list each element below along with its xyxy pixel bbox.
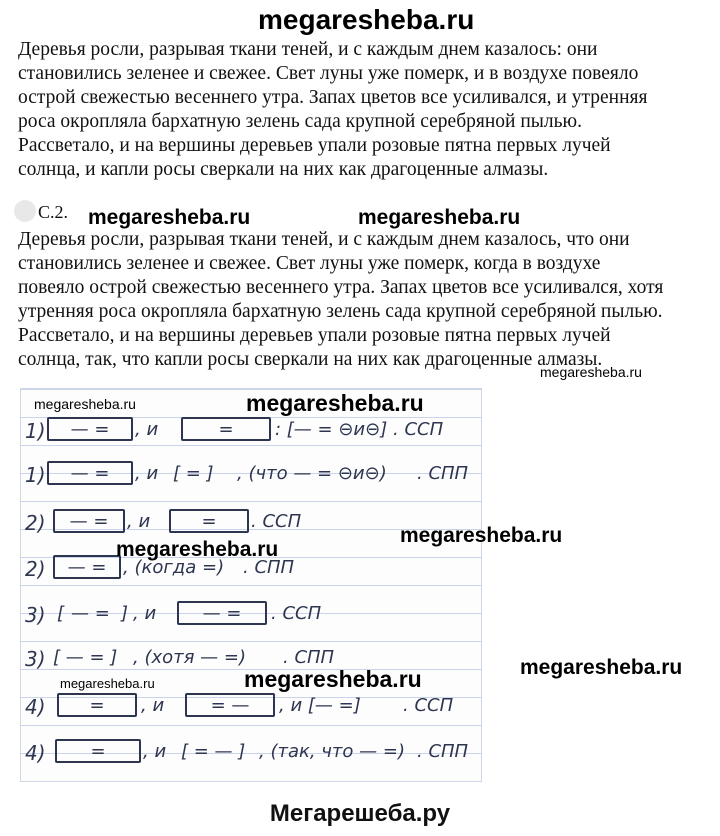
watermark-mid-b: megaresheba.ru [358,206,521,229]
scheme-extra: , (так, что — =) [259,741,405,762]
text-line: Рассветало, и на вершины деревьев упали розовые пятна первых лучей [18,325,611,346]
text-line: солнца, и капли росы сверкали на них как драгоценные алмазы. [18,159,549,180]
handwritten-schemes [20,388,482,782]
scheme-number: 2) [25,511,46,535]
clause-box: = — [185,693,275,717]
scheme-type: . СПП [417,463,469,484]
conjunction: , и [135,419,159,440]
clause-bracket: [ = — ] [181,741,246,762]
watermark-notebook-big-2: megaresheba.ru [244,666,422,692]
scheme-extra: , (когда =) [123,557,225,578]
scheme-row [21,457,481,497]
scheme-row [21,689,481,729]
watermark-notebook-small-2: megaresheba.ru [60,676,155,691]
scheme-number: 1) [25,463,46,487]
clause-bracket: [ [57,603,65,624]
scheme-type: . ССП [251,511,302,532]
scheme-number: 3) [25,603,46,627]
conjunction: , и [133,603,157,624]
watermark-notebook-big: megaresheba.ru [246,390,424,416]
text-block-rewritten [18,228,704,372]
text-line: Деревья росли, разрывая ткани теней, и с каждым днем казалось, что они [18,229,630,250]
watermark-right-1: megaresheba.ru [400,524,563,547]
scheme-type: . ССП [271,603,322,624]
conjunction: , и [143,741,167,762]
watermark-top: megaresheba.ru [258,4,475,35]
text-line: острой свежестью весеннего утра. Запах цветов все усиливался, и утренняя [18,87,648,108]
clause-bracket: ] [121,603,129,624]
text-block-original [18,38,704,182]
clause-box: = [181,417,271,441]
clause-box: — = [47,417,133,441]
clause-box: — = [177,601,267,625]
conjunction: , и [141,695,165,716]
section-label: С.2. [38,202,69,222]
scheme-type: . СПП [417,741,469,762]
clause-box: — = [53,555,121,579]
clause-box: = [169,509,249,533]
scheme-type: . ССП [403,695,454,716]
scheme-extra: , (что — = ⊖и⊖) [237,463,387,484]
watermark-right-2: megaresheba.ru [520,656,683,679]
watermark-notebook-small: megaresheba.ru [34,396,136,412]
scheme-type: . СПП [283,647,335,668]
scheme-number: 3) [25,647,46,671]
scheme-extra: : [— = ⊖и⊖] [275,419,388,440]
scheme-row [21,597,481,637]
watermark-notebook-mid: megaresheba.ru [116,538,279,561]
clause-bracket-content: — = [71,603,110,624]
clause-bracket: [ — = ] [53,647,118,668]
scheme-number: 4) [25,695,46,719]
scheme-number: 4) [25,741,46,765]
clause-box: = [57,693,137,717]
watermark-small-right: megaresheba.ru [540,364,642,380]
clause-box: = [55,739,141,763]
text-line: Рассветало, и на вершины деревьев упали розовые пятна первых лучей [18,135,611,156]
scheme-number: 1) [25,419,46,443]
scheme-number: 2) [25,557,46,581]
text-line: солнца, так, что капли росы сверкали на них как драгоценные алмазы. [18,349,603,370]
section-marker [14,200,36,222]
clause-box: — = [47,461,133,485]
scheme-row [21,413,481,453]
text-line: становились зеленее и свежее. Свет луны уже померк, и в воздухе повеяло [18,63,639,84]
text-line: Деревья росли, разрывая ткани теней, и с каждым днем казалось: они [18,39,598,60]
conjunction: , и [127,511,151,532]
scheme-extra: , и [— =] [279,695,361,716]
scheme-row [21,735,481,775]
text-line: становились зеленее и свежее. Свет луны уже померк, когда в воздухе [18,253,601,274]
text-line: роса окропляла бархатную зелень сада крупной серебряной пылью. [18,111,582,132]
scheme-type: . ССП [393,419,444,440]
scheme-type: . СПП [243,557,295,578]
text-line: повеяло острой свежестью весеннего утра. Запах цветов все усиливался, хотя [18,277,664,298]
scheme-extra: , (хотя — =) [133,647,246,668]
conjunction: , и [135,463,159,484]
text-line: утренняя роса окропляла бархатную зелень сада крупной серебряной пылью. [18,301,663,322]
clause-bracket: [ = ] [173,463,214,484]
footer-title: Мегарешеба.ру [269,800,451,827]
clause-box: — = [53,509,125,533]
watermark-mid-a: megaresheba.ru [88,206,251,229]
